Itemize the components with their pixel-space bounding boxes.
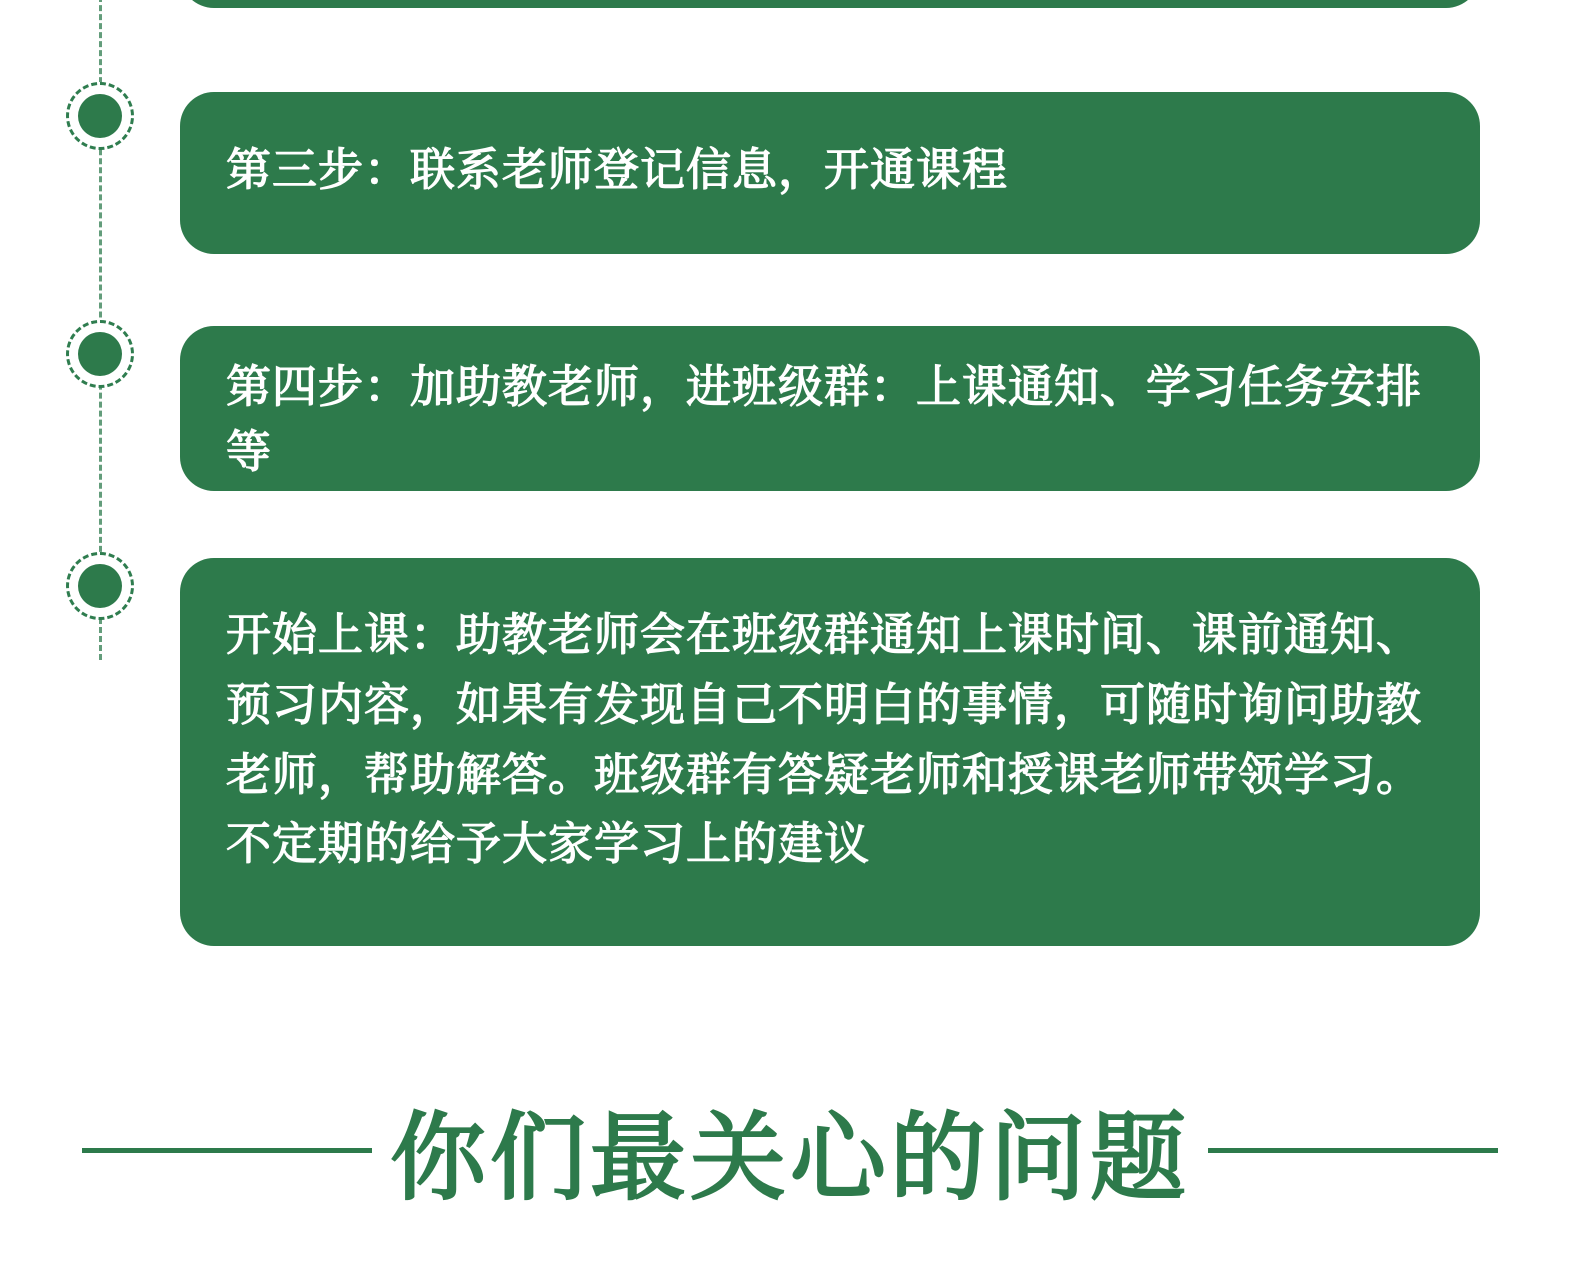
divider-right: [1208, 1148, 1498, 1153]
step-card-step3: [180, 92, 1480, 254]
step-card-step3-text: 第三步：联系老师登记信息，开通课程: [226, 144, 1009, 196]
step-card-partial: [180, 0, 1480, 8]
timeline-node-step4: [66, 320, 134, 388]
step-card-start-class: [180, 558, 1480, 946]
timeline-node-start-class: [66, 552, 134, 620]
section-title: 你们最关心的问题: [390, 1101, 1190, 1214]
bottom-section: [0, 1050, 1580, 1250]
divider-left: [82, 1148, 372, 1153]
step-card-step4-text: 第四步：加助教老师，进班级群：上课通知、学习任务安排等: [226, 361, 1423, 478]
timeline-node-step3: [66, 82, 134, 150]
step-card-start-class-text: 开始上课：助教老师会在班级群通知上课时间、课前通知、预习内容，如果有发现自己不明白的事情，可随时询问助教老师，帮助解答。班级群有答疑老师和授课老师带领学习。不定期的给予大家学习上的建议: [226, 609, 1423, 870]
step-card-step4: [180, 326, 1480, 491]
timeline: [0, 0, 190, 1040]
